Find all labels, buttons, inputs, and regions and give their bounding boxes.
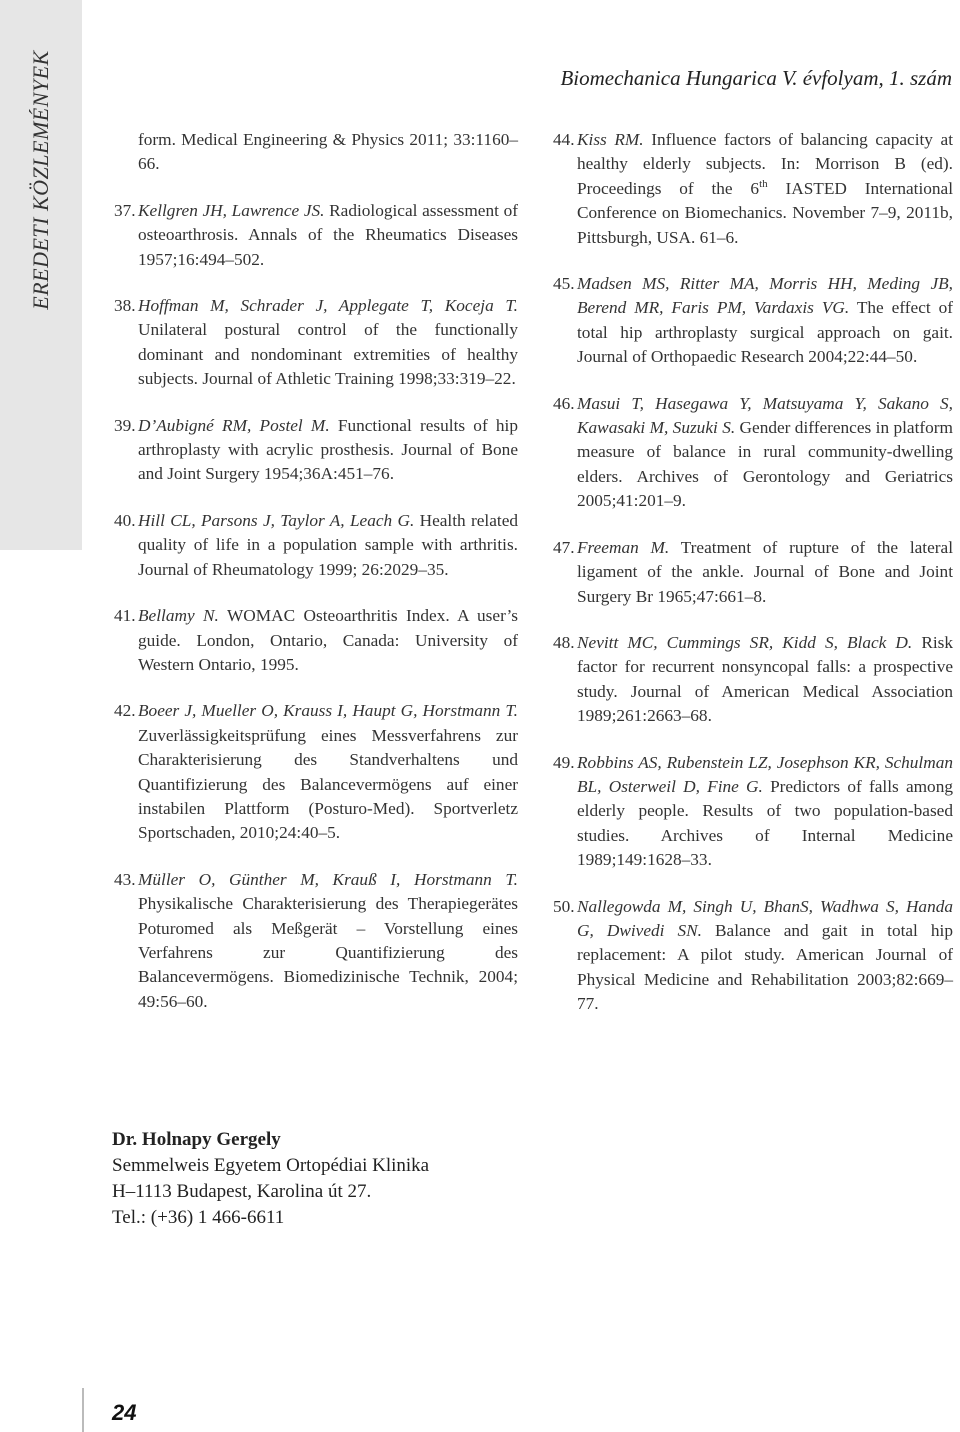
reference-authors: Nevitt MC, Cummings SR, Kidd S, Black D. [577, 632, 913, 652]
reference-authors: D’Aubigné RM, Postel M. [138, 415, 330, 435]
reference-item [553, 128, 953, 250]
reference-text: IASTED International Conference on Biomechanics. November 7–9, 2011b, Pittsburgh, USA. 61–6. [577, 178, 954, 247]
reference-number: 44. [553, 130, 575, 149]
reference-authors: Hoffman M, Schrader J, Applegate T, Koceja T. [138, 296, 518, 316]
journal-header: Biomechanica Hungarica V. évfolyam, 1. szám [560, 66, 952, 90]
reference-text: Gender differences in platform measure of balance in rural community-dwelling elders. Archives of Gerontology and Geriatrics 2005;41:201–9. [577, 418, 953, 511]
reference-text: The effect of total hip arthroplasty surgical approach on gait. Journal of Orthopaedic Research 2004;22:44–50. [577, 298, 954, 367]
reference-item [553, 895, 953, 1017]
reference-text: Influence factors of balancing capacity at healthy elderly subjects. In: Morrison B (ed). Proceedings of the 6 [577, 130, 953, 198]
reference-number: 41. [114, 606, 136, 626]
reference-number: 39. [114, 415, 136, 435]
reference-authors: Kellgren JH, Lawrence JS. [138, 200, 325, 220]
reference-authors: Masui T, Hasegawa Y, Matsuyama Y, Sakano S, Kawasaki M, Suzuki S. [577, 393, 953, 438]
reference-number: 47. [553, 537, 575, 557]
reference-number: 38. [114, 296, 136, 316]
reference-text: Treatment of rupture of the lateral ligament of the ankle. Journal of Bone and Joint Surgery Br 1965;47:661–8. [577, 537, 954, 606]
reference-text: Physikalische Charakterisierung des Therapiegerätes Poturomed als Meßgerät – Vorstellung eines Verfahrens zur Quantifizierung des Balancevermögens. Biomedizinische Technik, 2004; 49:56–60. [138, 894, 518, 1011]
reference-text: Radiological assessment of osteoarthrosis. Annals of the Rheumatics Diseases 1957;16:494–502. [138, 200, 518, 269]
reference-column-right [553, 128, 953, 1039]
reference-text: Balance and gait in total hip replacement: A pilot study. American Journal of Physical Medicine and Rehabilitation 2003;82:669–77. [577, 920, 953, 1014]
reference-text: Functional results of hip arthroplasty with acrylic prosthesis. Journal of Bone and Joint Surgery 1954;36A:451–76. [138, 415, 518, 484]
author-phone: Tel.: (+36) 1 466-6611 [112, 1207, 285, 1228]
reference-text: WOMAC Osteoarthritis Index. A user’s guide. London, Ontario, Canada: University of Western Ontario, 1995. [138, 606, 518, 674]
reference-item [114, 199, 518, 272]
page-number: 24 [112, 1400, 137, 1425]
reference-number: 42. [114, 701, 136, 721]
reference-authors: Müller O, Günther M, Krauß I, Horstmann T. [138, 869, 518, 889]
author-title: Dr. [112, 1129, 138, 1150]
reference-authors: Robbins AS, Rubenstein LZ, Josephson KR, Schulman BL, Osterweil D, Fine G. [577, 752, 953, 796]
reference-number: 45. [553, 274, 575, 294]
author-fullname: Holnapy Gergely [137, 1129, 281, 1150]
reference-item [553, 631, 953, 729]
footer-rule [82, 1388, 84, 1432]
reference-item [553, 272, 953, 370]
reference-item [114, 294, 518, 392]
reference-authors: Kiss RM. [577, 130, 644, 149]
reference-authors: Boeer J, Mueller O, Krauss I, Haupt G, Horstmann T. [138, 701, 518, 721]
reference-item [553, 536, 953, 609]
reference-item [553, 751, 953, 873]
reference-item [114, 509, 518, 582]
reference-authors: Madsen MS, Ritter MA, Morris HH, Meding JB, Berend MR, Faris PM, Vardaxis VG. [577, 274, 953, 318]
reference-text: Risk factor for recurrent nonsyncopal falls: a prospective study. Journal of American Medical Association 1989;261:2663–68. [577, 632, 954, 726]
reference-authors: Nallegowda M, Singh U, BhanS, Wadhwa S, Handa G, Dwivedi SN. [577, 896, 953, 940]
reference-text: Unilateral postural control of the functionally dominant and nondominant extremities of healthy subjects. Journal of Athletic Training 1998;33:319–22. [138, 320, 518, 389]
reference-item [553, 392, 953, 514]
reference-number: 49. [553, 752, 575, 772]
author-affiliation: Semmelweis Egyetem Ortopédiai Klinika [112, 1155, 430, 1176]
reference-authors: Hill CL, Parsons J, Taylor A, Leach G. [138, 510, 415, 530]
reference-text: Health related quality of life in a population sample with arthritis. Journal of Rheumatology 1999; 26:2029–35. [138, 510, 518, 579]
reference-number: 43. [114, 869, 136, 889]
reference-authors: Freeman M. [577, 537, 670, 557]
reference-number: 37. [114, 200, 136, 220]
section-label: EREDETI KÖZLEMÉNYEK [28, 50, 53, 310]
reference-item [114, 604, 518, 677]
reference-number: 50. [553, 896, 575, 916]
reference-item [114, 128, 518, 177]
reference-text: form. Medical Engineering & Physics 2011; 33:1160–66. [138, 130, 518, 174]
reference-number: 46. [553, 393, 575, 413]
reference-text: Predictors of falls among elderly people. Results of two population-based studies. Archives of Internal Medicine 1989;149:1628–33. [577, 776, 953, 870]
author-address: H–1113 Budapest, Karolina út 27. [112, 1181, 372, 1202]
ordinal-superscript: th [759, 178, 768, 191]
author-signature-block [112, 1127, 429, 1231]
reference-item [114, 414, 518, 487]
reference-authors: Bellamy N. [138, 606, 219, 626]
reference-item [114, 699, 518, 845]
section-side-band [0, 0, 82, 550]
reference-number: 48. [553, 632, 575, 652]
reference-text: Zuverlässigkeitsprüfung eines Messverfahrens zur Charakterisierung des Standverhaltens und Quantifizierung des Balancevermögens auf einer instabilen Plattform (Posturo-Med). Sportverletz Sportschaden, 2010;24:40–5. [138, 725, 518, 843]
reference-item [114, 868, 518, 1014]
reference-column-left [114, 128, 518, 1036]
author-name [112, 1127, 429, 1153]
reference-number: 40. [114, 510, 136, 530]
